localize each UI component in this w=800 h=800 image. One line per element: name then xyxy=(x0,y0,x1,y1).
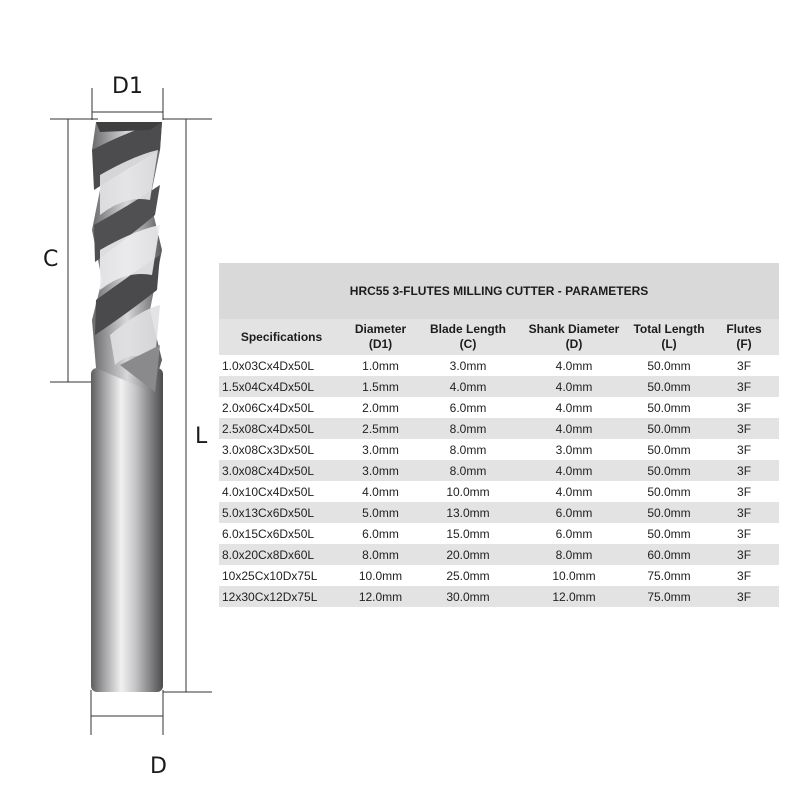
table-cell: 3.0x08Cx4Dx50L xyxy=(219,460,344,481)
column-header-name: Diameter xyxy=(354,322,407,336)
table-cell: 1.0mm xyxy=(344,355,417,376)
column-header-name: Shank Diameter xyxy=(528,322,620,336)
table-row xyxy=(219,481,779,502)
table-cell: 75.0mm xyxy=(629,565,709,586)
table-row xyxy=(219,586,779,607)
table-cell: 8.0mm xyxy=(519,544,629,565)
table-cell: 8.0mm xyxy=(417,460,519,481)
table-cell: 30.0mm xyxy=(417,586,519,607)
table-cell: 6.0mm xyxy=(344,523,417,544)
column-header xyxy=(344,319,417,355)
table-cell: 13.0mm xyxy=(417,502,519,523)
table-cell: 3.0mm xyxy=(344,439,417,460)
column-header-unit: (C) xyxy=(459,337,477,351)
table-cell: 6.0mm xyxy=(417,397,519,418)
column-header-name: Flutes xyxy=(726,322,762,336)
table-cell: 50.0mm xyxy=(629,481,709,502)
table-cell: 4.0mm xyxy=(519,481,629,502)
table-cell: 5.0x13Cx6Dx50L xyxy=(219,502,344,523)
table-cell: 6.0x15Cx6Dx50L xyxy=(219,523,344,544)
table-cell: 4.0x10Cx4Dx50L xyxy=(219,481,344,502)
table-cell: 1.5x04Cx4Dx50L xyxy=(219,376,344,397)
column-header xyxy=(629,319,709,355)
table-row xyxy=(219,418,779,439)
table-cell: 12.0mm xyxy=(519,586,629,607)
table-cell: 3F xyxy=(709,418,779,439)
table-cell: 3F xyxy=(709,565,779,586)
table-row xyxy=(219,439,779,460)
column-header-unit: (F) xyxy=(736,337,752,351)
dimension-label-c: C xyxy=(43,247,59,272)
table-cell: 3F xyxy=(709,523,779,544)
parameters-table xyxy=(219,263,779,607)
column-header-name: Total Length xyxy=(633,322,705,336)
table-cell: 4.0mm xyxy=(519,355,629,376)
table-cell: 15.0mm xyxy=(417,523,519,544)
table-cell: 2.0mm xyxy=(344,397,417,418)
table-cell: 3F xyxy=(709,355,779,376)
table-cell: 6.0mm xyxy=(519,502,629,523)
table-row xyxy=(219,565,779,586)
table-row xyxy=(219,544,779,565)
table-cell: 2.5x08Cx4Dx50L xyxy=(219,418,344,439)
column-header xyxy=(709,319,779,355)
table-cell: 8.0x20Cx8Dx60L xyxy=(219,544,344,565)
table-cell: 3.0mm xyxy=(417,355,519,376)
table-cell: 3F xyxy=(709,502,779,523)
table-cell: 3F xyxy=(709,460,779,481)
table-row xyxy=(219,376,779,397)
table-cell: 12x30Cx12Dx75L xyxy=(219,586,344,607)
table-row xyxy=(219,502,779,523)
table-cell: 3F xyxy=(709,397,779,418)
table-cell: 10.0mm xyxy=(417,481,519,502)
table-cell: 4.0mm xyxy=(519,376,629,397)
table-cell: 3.0mm xyxy=(519,439,629,460)
table-cell: 10.0mm xyxy=(519,565,629,586)
column-header-name: Specifications xyxy=(240,329,323,344)
table-cell: 20.0mm xyxy=(417,544,519,565)
shank xyxy=(91,368,163,692)
column-header-unit: (L) xyxy=(661,337,677,351)
table-cell: 10x25Cx10Dx75L xyxy=(219,565,344,586)
table-cell: 3F xyxy=(709,376,779,397)
table-row xyxy=(219,397,779,418)
table-cell: 50.0mm xyxy=(629,502,709,523)
table-row xyxy=(219,460,779,481)
table-cell: 2.0x06Cx4Dx50L xyxy=(219,397,344,418)
table-cell: 6.0mm xyxy=(519,523,629,544)
table-cell: 50.0mm xyxy=(629,418,709,439)
table-cell: 50.0mm xyxy=(629,397,709,418)
column-header-unit: (D) xyxy=(565,337,583,351)
table-cell: 50.0mm xyxy=(629,523,709,544)
column-header xyxy=(519,319,629,355)
table-row xyxy=(219,523,779,544)
table-cell: 3F xyxy=(709,481,779,502)
table-cell: 75.0mm xyxy=(629,586,709,607)
table-cell: 4.0mm xyxy=(519,418,629,439)
column-header xyxy=(417,319,519,355)
dimension-label-l: L xyxy=(195,424,208,449)
table-cell: 3F xyxy=(709,544,779,565)
table-cell: 3F xyxy=(709,439,779,460)
dimension-label-d: D xyxy=(150,754,167,779)
table-cell: 8.0mm xyxy=(417,418,519,439)
table-cell: 50.0mm xyxy=(629,460,709,481)
table-cell: 4.0mm xyxy=(417,376,519,397)
table-cell: 4.0mm xyxy=(519,460,629,481)
column-header-name: Blade Length xyxy=(429,322,506,336)
table-cell: 3.0x08Cx3Dx50L xyxy=(219,439,344,460)
dimension-label-d1: D1 xyxy=(112,74,143,99)
table-cell: 3F xyxy=(709,586,779,607)
table-cell: 3.0mm xyxy=(344,460,417,481)
column-header xyxy=(219,319,344,355)
table-header-row xyxy=(219,319,779,355)
table-title: HRC55 3-FLUTES MILLING CUTTER - PARAMETERS xyxy=(219,263,779,319)
column-header-unit: (D1) xyxy=(368,337,393,351)
table-cell: 8.0mm xyxy=(417,439,519,460)
table-cell: 10.0mm xyxy=(344,565,417,586)
table-cell: 1.5mm xyxy=(344,376,417,397)
table-cell: 2.5mm xyxy=(344,418,417,439)
table-cell: 12.0mm xyxy=(344,586,417,607)
table-cell: 4.0mm xyxy=(519,397,629,418)
table-cell: 50.0mm xyxy=(629,439,709,460)
table-row xyxy=(219,355,779,376)
table-cell: 50.0mm xyxy=(629,355,709,376)
table-cell: 4.0mm xyxy=(344,481,417,502)
table-cell: 60.0mm xyxy=(629,544,709,565)
table-cell: 8.0mm xyxy=(344,544,417,565)
table-cell: 25.0mm xyxy=(417,565,519,586)
table-cell: 5.0mm xyxy=(344,502,417,523)
table-cell: 1.0x03Cx4Dx50L xyxy=(219,355,344,376)
table-cell: 50.0mm xyxy=(629,376,709,397)
